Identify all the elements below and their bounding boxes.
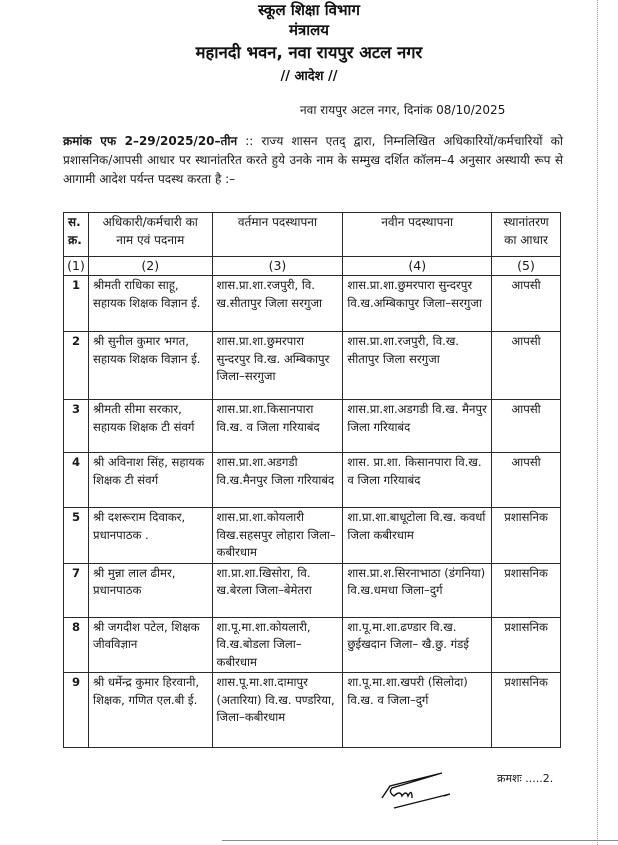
transfer-table [63,212,561,748]
name-cell: श्रीमती राधिका साहू, सहायक शिक्षक विज्ञान ई. [88,276,212,332]
serial-cell: 7 [64,563,89,617]
order-number: क्रमांक एफ 2–29/2025/20–तीन [63,134,238,148]
new-posting-cell: शास. प्रा.शा. किसानपारा वि.ख. व जिला गरियाबंद [343,453,492,508]
header-new-posting: नवीन पदस्थापना [343,213,492,257]
current-posting-cell: शास.प्रा.शा.अडगडी वि.ख.मैनपुर जिला गरियाबंद [212,453,343,508]
name-cell: श्री अविनाश सिंह, सहायक शिक्षक टी संवर्ग [88,453,212,508]
table-row [64,332,561,400]
column-number: (4) [343,257,492,276]
serial-cell: 4 [64,453,89,508]
header-name: अधिकारी/कर्मचारी का नाम एवं पदनाम [88,213,212,257]
table-row [64,617,561,673]
column-number: (3) [212,257,343,276]
name-cell: श्री दशरूराम दिवाकर, प्रधानपाठक . [88,508,212,564]
column-number: (5) [492,257,561,276]
continued-marker: क्रमशः .....2. [497,772,554,785]
table-row [64,400,561,453]
order-body: :: राज्य शासन एतद् द्वारा, निम्नलिखित अधिकारियों/कर्मचारियों को प्रशासनिक/आपसी आधार पर स्थानांतरित करते हुये उनके नाम के सम्मुख दर्शित कॉलम–4 अनुसार अस्थायी रूप से आगामी आदेश पर्यन्त पदस्थ करता है :– [63,134,563,186]
new-posting-cell: शा.पू.मा.शा.खपरी (सिलोदा) वि.ख. व जिला–दुर्ग [343,673,492,748]
serial-cell: 1 [64,276,89,332]
basis-cell: प्रशासनिक [492,673,561,748]
current-posting-cell: शास.प्रा.शा.किसानपारा वि.ख. व जिला गरियाबंद [212,400,343,453]
column-number: (1) [64,257,89,276]
order-paragraph [63,132,563,189]
basis-cell: आपसी [492,276,561,332]
serial-cell: 2 [64,332,89,400]
scan-edge-right [597,0,599,845]
current-posting-cell: शास.पू.मा.शा.दामापुर (अतारिया) वि.ख. पण्डरिया, जिला–कबीरधाम [212,673,343,748]
scan-edge-bottom [222,840,618,841]
name-cell: श्री मुन्ना लाल ढीमर, प्रधानपाठक [88,563,212,617]
name-cell: श्रीमती सीमा सरकार, सहायक शिक्षक टी संवर्ग [88,400,212,453]
basis-cell: आपसी [492,332,561,400]
new-posting-cell: शास.प्रा.शा.छुमरपारा सुन्दरपुर वि.ख.अम्बिकापुर जिला–सरगुजा [343,276,492,332]
basis-cell: प्रशासनिक [492,563,561,617]
table-row [64,673,561,748]
serial-cell: 5 [64,508,89,564]
department-title: स्कूल शिक्षा विभाग [258,1,360,19]
serial-cell: 9 [64,673,89,748]
name-cell: श्री जगदीश पटेल, शिक्षक जीवविज्ञान [88,617,212,673]
new-posting-cell: शास.प्रा.शा.रजपुरी, वि.ख. सीतापुर जिला सरगुजा [343,332,492,400]
document-type: // आदेश // [280,69,338,84]
current-posting-cell: शास.प्रा.शा.कोयलारी विख.सहसपुर लोहारा जिला–कबीरधाम [212,508,343,564]
place-date-line: नवा रायपुर अटल नगर, दिनांक 08/10/2025 [300,103,506,117]
current-posting-cell: शा.पू.मा.शा.कोयलारी, वि.ख.बोडला जिला–कबीरधाम [212,617,343,673]
new-posting-cell: शास.प्रा.शा.अडगडी वि.ख. मैनपुर जिला गरियाबंद [343,400,492,453]
name-cell: श्री सुनील कुमार भगत, सहायक शिक्षक विज्ञान ई. [88,332,212,400]
serial-cell: 3 [64,400,89,453]
header-transfer-basis: स्थानांतरण का आधार [492,213,561,257]
new-posting-cell: शास.प्रा.श.सिरनाभाठा (डंगनिया) वि.ख.धमधा जिला–दुर्ग [343,563,492,617]
name-cell: श्री धर्मेन्द्र कुमार हिरवानी, शिक्षक, गणित एल.बी ई. [88,673,212,748]
table-row [64,276,561,332]
basis-cell: आपसी [492,453,561,508]
basis-cell: आपसी [492,400,561,453]
current-posting-cell: शा.प्रा.शा.खिसोरा, वि. ख.बेरला जिला–बेमेतरा [212,563,343,617]
header-current-posting: वर्तमान पदस्थापना [212,213,343,257]
address-title: महानदी भवन, नवा रायपुर अटल नगर [195,43,423,62]
serial-cell: 8 [64,617,89,673]
new-posting-cell: शा.प्रा.शा.बाधूटोला वि.ख. कवर्धा जिला कबीरधाम [343,508,492,564]
basis-cell: प्रशासनिक [492,617,561,673]
table-row [64,508,561,564]
new-posting-cell: शा.पू.मा.शा.ढण्डार वि.ख. छुईखदान जिला– खै.छु. गंडई [343,617,492,673]
column-number-row [64,257,561,276]
header-serial: स. क्र. [64,213,89,257]
table-header-row [64,213,561,257]
signature-icon [380,768,460,813]
current-posting-cell: शास.प्रा.शा.छुमरपारा सुन्दरपुर वि.ख. अम्बिकापुर जिला–सरगुजा [212,332,343,400]
table-row [64,453,561,508]
ministry-title: मंत्रालय [288,21,329,39]
table-row [64,563,561,617]
basis-cell: प्रशासनिक [492,508,561,564]
current-posting-cell: शास.प्रा.शा.रजपुरी, वि. ख.सीतापुर जिला सरगुजा [212,276,343,332]
column-number: (2) [88,257,212,276]
